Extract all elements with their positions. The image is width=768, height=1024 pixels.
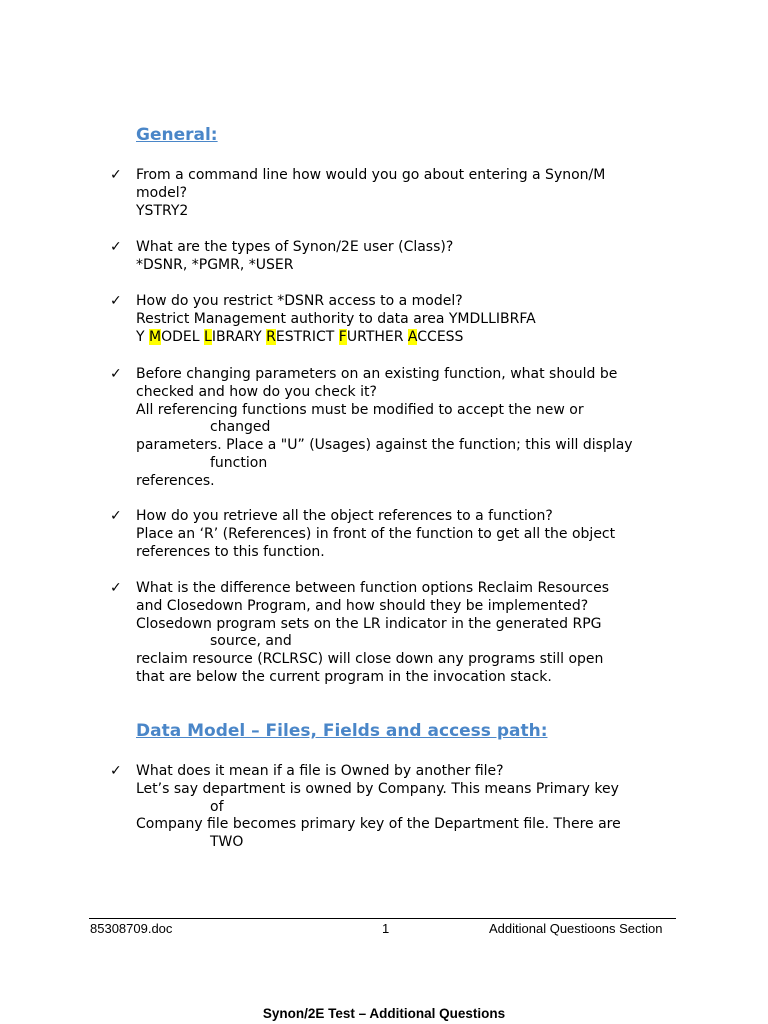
section-heading-general: General: <box>136 125 218 145</box>
question-line: What is the difference between function options Reclaim Resources <box>136 580 610 596</box>
answer-line: Company file becomes primary key of the Department file. There are <box>136 816 621 833</box>
answer-line-wrapped: source, and <box>210 633 292 650</box>
answer-line: All referencing functions must be modified to accept the new or <box>136 401 584 418</box>
qa-item <box>110 366 690 491</box>
section-heading-data-model: Data Model – Files, Fields and access path: <box>136 721 548 741</box>
answer-line-wrapped: TWO <box>210 834 244 851</box>
question-line: Before changing parameters on an existing function, what should be <box>136 366 618 382</box>
acronym-line <box>136 329 690 347</box>
footer-section-name: Additional Questioons Section <box>489 921 663 936</box>
answer-line: references to this function. <box>136 543 325 560</box>
qa-item <box>110 763 690 852</box>
footer-page-number: 1 <box>382 921 390 936</box>
answer-line: reclaim resource (RCLRSC) will close down any programs still open <box>136 651 604 668</box>
answer-line-wrapped: changed <box>210 419 271 436</box>
acronym-part: URTHER <box>346 328 408 345</box>
check-mark-icon: ✓ <box>110 580 122 596</box>
acronym-part: ESTRICT <box>275 328 339 345</box>
answer-line-wrapped: of <box>210 798 224 815</box>
check-mark-icon: ✓ <box>110 508 122 524</box>
question-line: checked and how do you check it? <box>136 383 377 400</box>
acronym-highlight: M <box>149 328 162 345</box>
acronym-highlight: L <box>204 328 212 345</box>
acronym-part: ODEL <box>161 328 205 345</box>
check-mark-icon: ✓ <box>110 366 122 382</box>
acronym-highlight: R <box>266 328 276 345</box>
check-mark-icon: ✓ <box>110 167 122 183</box>
answer-line: Let’s say department is owned by Company. This means Primary key <box>136 780 619 797</box>
qa-item <box>110 508 690 561</box>
check-mark-icon: ✓ <box>110 239 122 255</box>
acronym-highlight: A <box>407 328 418 345</box>
question-line: From a command line how would you go about entering a Synon/M <box>136 167 606 183</box>
answer-line: parameters. Place a "U” (Usages) against the function; this will display <box>136 437 633 454</box>
footer-divider <box>89 918 676 919</box>
qa-item <box>110 580 690 687</box>
answer-line: *DSNR, *PGMR, *USER <box>136 256 294 273</box>
next-page-header-title: Synon/2E Test – Additional Questions <box>262 1006 506 1021</box>
question-line: model? <box>136 184 188 201</box>
question-line: How do you restrict *DSNR access to a model? <box>136 293 463 309</box>
acronym-part: Y <box>136 328 150 345</box>
acronym-highlight: F <box>338 328 347 345</box>
qa-item <box>110 239 690 275</box>
answer-line: YSTRY2 <box>136 202 189 219</box>
qa-item <box>110 293 690 346</box>
question-line: What does it mean if a file is Owned by another file? <box>136 763 504 779</box>
check-mark-icon: ✓ <box>110 293 122 309</box>
acronym-part: IBRARY <box>211 328 267 345</box>
answer-line-wrapped: function <box>210 454 268 471</box>
answer-line: that are below the current program in the invocation stack. <box>136 668 552 685</box>
question-line: How do you retrieve all the object references to a function? <box>136 508 553 524</box>
qa-item <box>110 167 690 220</box>
answer-line: references. <box>136 472 215 489</box>
answer-line: Restrict Management authority to data area YMDLLIBRFA <box>136 310 536 327</box>
question-line: and Closedown Program, and how should they be implemented? <box>136 597 589 614</box>
question-line: What are the types of Synon/2E user (Class)? <box>136 239 454 255</box>
acronym-part: CCESS <box>417 328 464 345</box>
answer-line: Place an ‘R’ (References) in front of the function to get all the object <box>136 525 616 542</box>
footer-filename: 85308709.doc <box>90 921 173 936</box>
answer-line: Closedown program sets on the LR indicator in the generated RPG <box>136 615 602 632</box>
check-mark-icon: ✓ <box>110 763 122 779</box>
